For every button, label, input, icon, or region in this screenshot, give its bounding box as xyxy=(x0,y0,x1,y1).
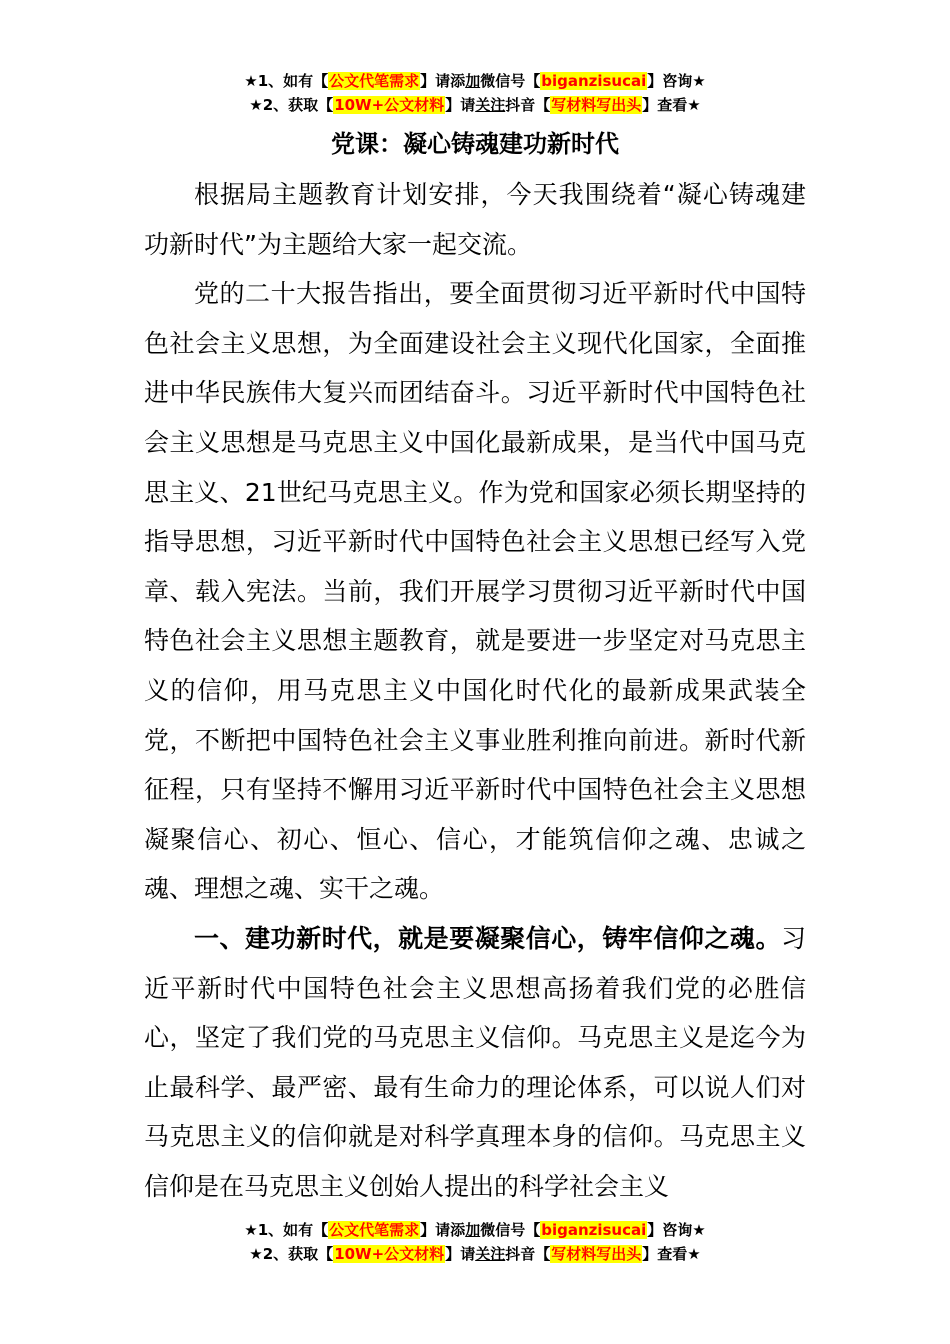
promo-text: 】查看★ xyxy=(642,1245,701,1263)
promo-text: 抖音【 xyxy=(505,1245,551,1263)
paragraph-report: 党的二十大报告指出，要全面贯彻习近平新时代中国特色社会主义思想，为全面建设社会主义现代化国家，全面推进中华民族伟大复兴而团结奋斗。习近平新时代中国特色社会主义思想是马克思主义中国化最新成果，是当代中国马克思主义、21世纪马克思主义。作为党和国家必须长期坚持的指导思想，习近平新时代中国特色社会主义思想已经写入党章、载入宪法。当前，我们开展学习贯彻习近平新时代中国特色社会主义思想主题教育，就是要进一步坚定对马克思主义的信仰，用马克思主义中国化时代化的最新成果武装全党，不断把中国特色社会主义事业胜利推向前进。新时代新征程，只有坚持不懈用习近平新时代中国特色社会主义思想凝聚信心、初心、恒心、信心，才能筑信仰之魂、忠诚之魂、理想之魂、实干之魂。 xyxy=(144,279,806,904)
promo-text: ★2、获取【 xyxy=(249,1245,334,1263)
promo-text: 】请 xyxy=(445,1245,476,1263)
highlight-wechat-id: biganzisucai xyxy=(541,1221,647,1239)
promo-banner-top xyxy=(0,69,950,117)
promo-text: ★2、获取【 xyxy=(249,96,334,114)
underlined-text: 加 xyxy=(465,72,481,90)
promo-text: 】咨询★ xyxy=(647,1221,706,1239)
highlight-materials: 10W+公文材料 xyxy=(334,96,445,114)
promo-text: 】请添 xyxy=(420,1221,466,1239)
document-body xyxy=(144,170,806,1211)
promo-text: 】请添 xyxy=(420,72,466,90)
underlined-text: 关注 xyxy=(475,1245,506,1263)
promo-line-1 xyxy=(0,1218,950,1242)
paragraph-section-1 xyxy=(144,914,806,1212)
promo-text: 】请 xyxy=(445,96,476,114)
section-heading-1: 一、建功新时代，就是要凝聚信心，铸牢信仰之魂。 xyxy=(194,923,781,953)
highlight-douyin-id: 写材料写出头 xyxy=(551,96,642,114)
promo-text: ★1、如有【 xyxy=(244,72,329,90)
highlight-douyin-id: 写材料写出头 xyxy=(551,1245,642,1263)
section-text-1: 习近平新时代中国特色社会主义思想高扬着我们党的必胜信心，坚定了我们党的马克思主义信仰。马克思主义是迄今为止最科学、最严密、最有生命力的理论体系，可以说人们对马克思主义的信仰就是对科学真理本身的信仰。马克思主义信仰是在马克思主义创始人提出的科学社会主义 xyxy=(144,923,806,1201)
promo-text: 微信号【 xyxy=(480,1221,541,1239)
document-title: 党课：凝心铸魂建功新时代 xyxy=(331,130,619,158)
promo-text: 抖音【 xyxy=(505,96,551,114)
underlined-text: 加 xyxy=(465,1221,481,1239)
promo-text: 】查看★ xyxy=(642,96,701,114)
promo-banner-bottom xyxy=(0,1218,950,1266)
promo-text: ★1、如有【 xyxy=(244,1221,329,1239)
highlight-service: 公文代笔需求 xyxy=(329,72,420,90)
paragraph-intro: 根据局主题教育计划安排，今天我围绕着“凝心铸魂建功新时代”为主题给大家一起交流。 xyxy=(144,180,806,259)
promo-line-2 xyxy=(0,1242,950,1266)
highlight-wechat-id: biganzisucai xyxy=(541,72,647,90)
highlight-service: 公文代笔需求 xyxy=(329,1221,420,1239)
promo-line-2 xyxy=(0,93,950,117)
promo-text: 】咨询★ xyxy=(647,72,706,90)
underlined-text: 关注 xyxy=(475,96,506,114)
promo-line-1 xyxy=(0,69,950,93)
highlight-materials: 10W+公文材料 xyxy=(334,1245,445,1263)
promo-text: 微信号【 xyxy=(480,72,541,90)
